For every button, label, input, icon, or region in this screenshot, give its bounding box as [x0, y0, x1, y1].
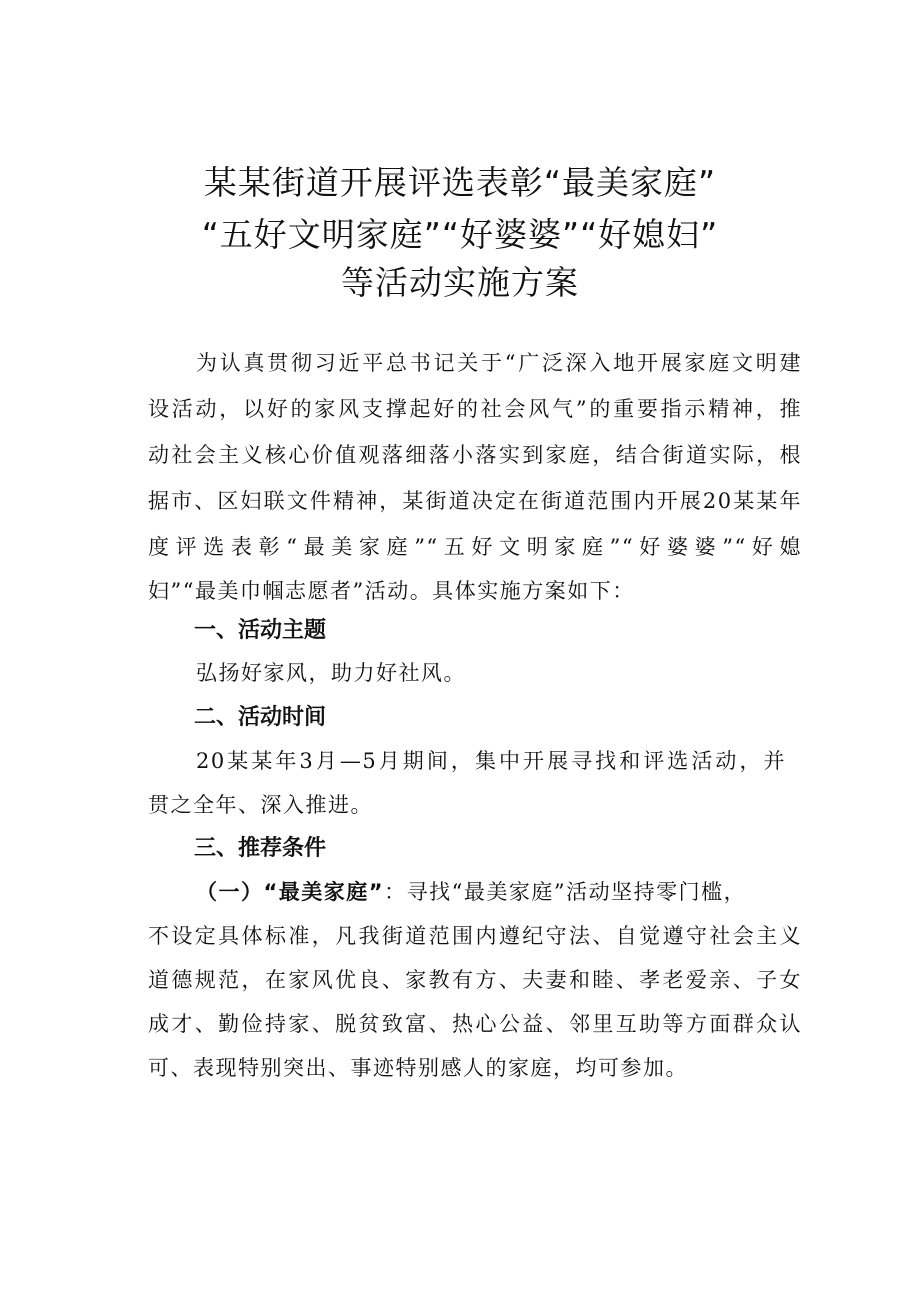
- section-3-sub1-first-line: [196, 882, 746, 903]
- document-title-line-2: “五好文明家庭”“好婆婆”“好媳妇”: [201, 215, 719, 254]
- section-1-heading: 一、活动主题: [194, 618, 327, 643]
- intro-line-1: 为认真贯彻习近平总书记关于“广泛深入地开展家庭文明建: [196, 351, 802, 375]
- section-3-sub1-line-2: 不设定具体标准，凡我街道范围内遵纪守法、自觉遵守社会主义: [148, 924, 802, 948]
- document-title-line-3: 等活动实施方案: [341, 263, 579, 302]
- intro-line-2: 设活动，以好的家风支撑起好的社会风气”的重要指示精神，推: [148, 397, 802, 421]
- section-3-sub1-line-3: 道德规范，在家风优良、家教有方、夫妻和睦、孝老爱亲、子女: [148, 968, 802, 992]
- document-title-line-1: 某某街道开展评选表彰“最美家庭”: [203, 163, 717, 202]
- section-1-body: 弘扬好家风，助力好社风。: [196, 661, 466, 685]
- section-2-heading: 二、活动时间: [194, 705, 327, 730]
- section-3-sub1-line-4: 成才、勤俭持家、脱贫致富、热心公益、邻里互助等方面群众认: [148, 1012, 802, 1036]
- section-3-sub1-first-rest: ：寻找“最美家庭”活动坚持零门槛，: [384, 880, 747, 904]
- section-3-sub1-label: （一）“最美家庭”: [196, 880, 385, 904]
- intro-line-5: 度评选表彰“最美家庭”“五好文明家庭”“好婆婆”“好媳: [148, 535, 802, 559]
- intro-line-4: 据市、区妇联文件精神，某街道决定在街道范围内开展20某某年: [148, 489, 802, 513]
- section-3-heading: 三、推荐条件: [194, 836, 327, 861]
- intro-line-6: 妇”“最美巾帼志愿者”活动。具体实施方案如下：: [148, 579, 635, 603]
- section-3-sub1-line-5: 可、表现特别突出、事迹特别感人的家庭，均可参加。: [148, 1056, 688, 1080]
- section-2-line-2: 贯之全年、深入推进。: [148, 793, 373, 817]
- section-2-line-1: 20某某年3月—5月期间，集中开展寻找和评选活动，并: [196, 749, 786, 773]
- intro-line-3: 动社会主义核心价值观落细落小落实到家庭，结合街道实际，根: [148, 443, 802, 467]
